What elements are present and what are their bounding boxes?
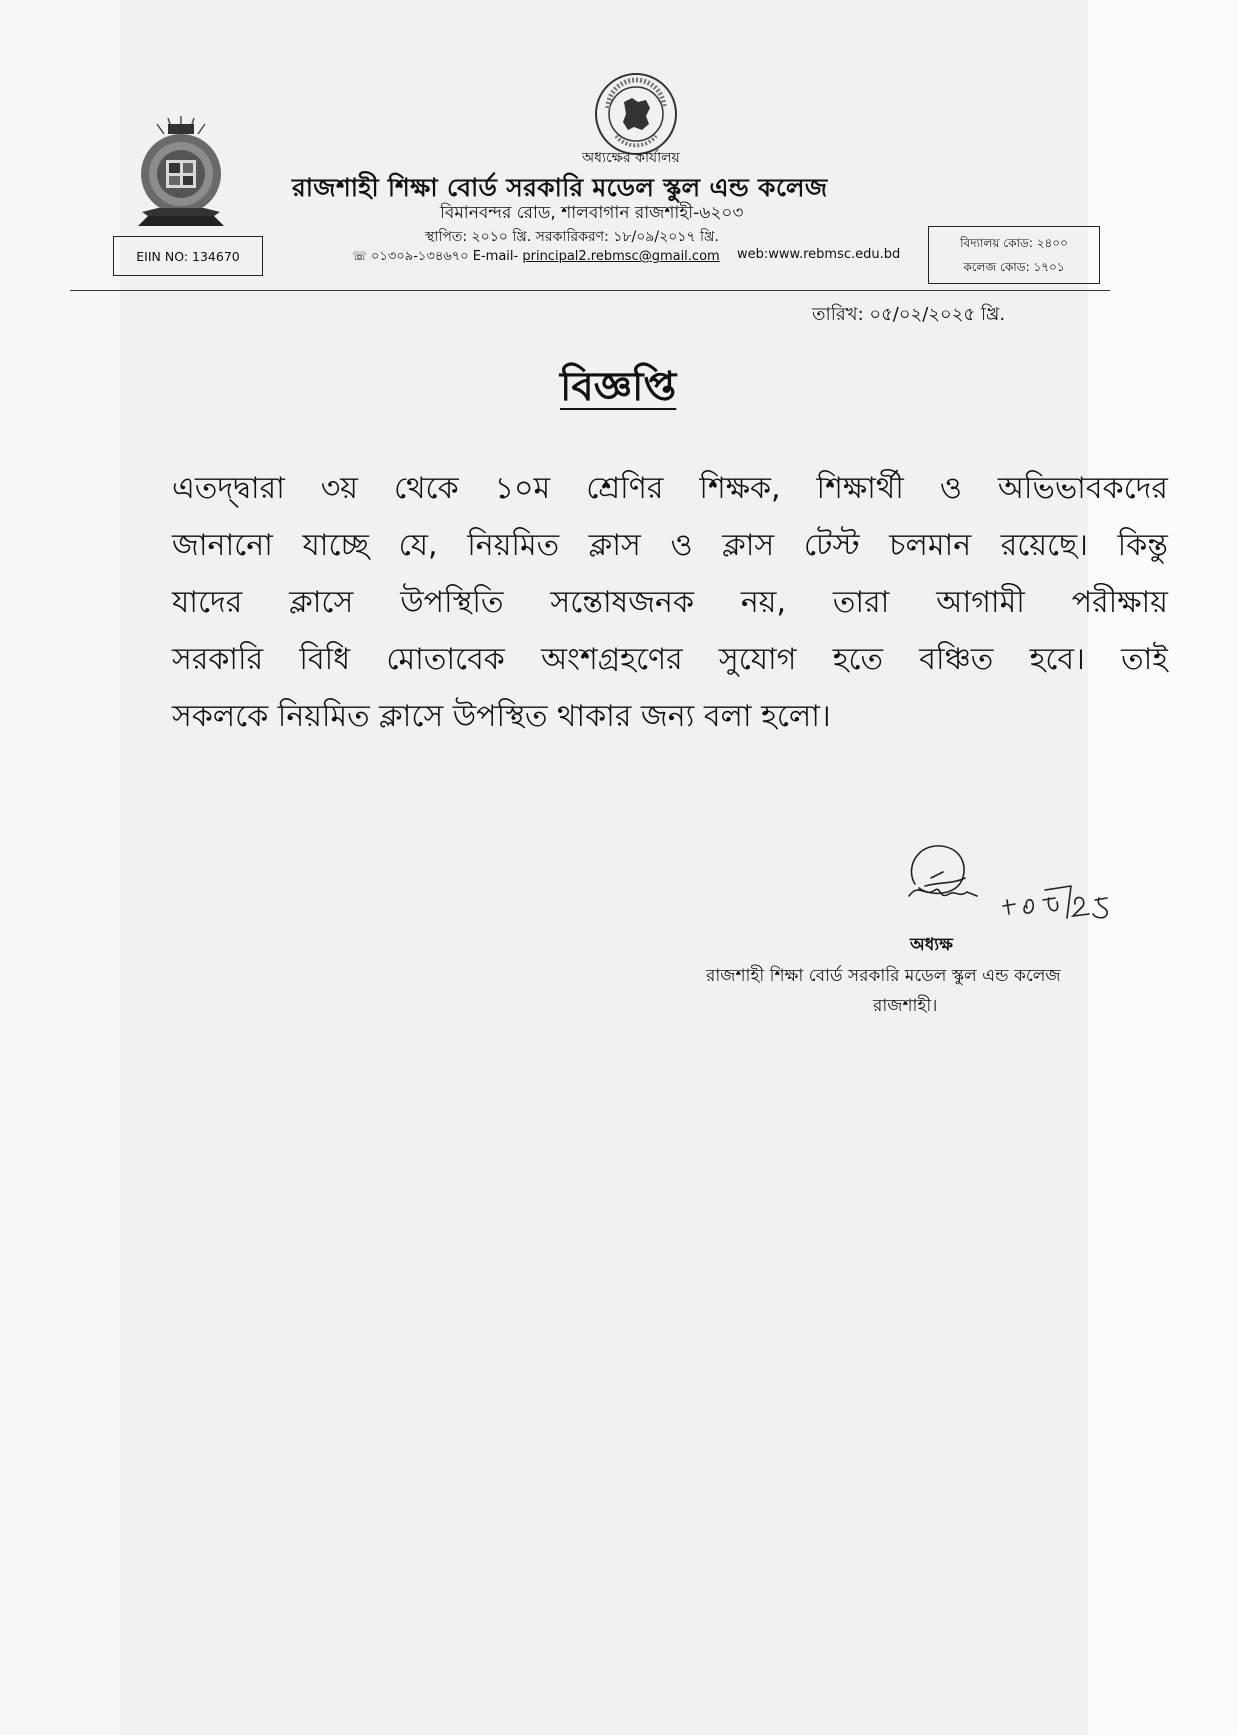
notice-word: যাদের <box>172 585 243 620</box>
eiin-box <box>113 236 263 276</box>
notice-word: চলমান <box>889 528 972 563</box>
notice-word: বিধি <box>299 642 351 677</box>
notice-word: শ্রেণির <box>586 471 664 506</box>
notice-word: মোতাবেক <box>386 642 505 677</box>
notice-word: ১০ম <box>494 471 551 506</box>
contact-line <box>352 247 901 268</box>
signatory-city: রাজশাহী। <box>873 996 938 1016</box>
notice-word: শিক্ষার্থী <box>816 471 904 506</box>
notice-word: এতদ্দ্বারা <box>172 471 285 506</box>
notice-word: যে, <box>398 528 438 563</box>
notice-word: সরকারি <box>172 642 264 677</box>
notice-body-line: সকলকে নিয়মিত ক্লাসে উপস্থিত থাকার জন্য বলা হলো। <box>172 699 831 734</box>
notice-title: বিজ্ঞপ্তি <box>560 364 677 410</box>
eiin-number: EIIN NO: 134670 <box>136 248 240 264</box>
government-seal <box>594 72 678 156</box>
notice-word: উপস্থিতি <box>400 585 504 620</box>
notice-date: তারিখ: ০৫/০২/২০২৫ খ্রি. <box>812 304 1006 325</box>
notice-word: টেস্ট <box>803 528 860 563</box>
email-link[interactable]: principal2.rebmsc@gmail.com <box>522 249 720 264</box>
notice-body-line <box>172 631 1168 688</box>
notice-body-line <box>172 517 1168 574</box>
notice-word: যাচ্ছে <box>302 528 369 563</box>
phone-number: ০১৩০৯-১৩৪৬৭০ <box>371 249 469 264</box>
school-address: বিমানবন্দর রোড, শালবাগান রাজশাহী-৬২০৩ <box>440 203 744 223</box>
notice-word: তারা <box>832 585 890 620</box>
notice-body-line <box>172 574 1168 631</box>
notice-word: অংশগ্রহণের <box>541 642 683 677</box>
notice-word: বঞ্চিত <box>919 642 994 677</box>
notice-word: থেকে <box>393 471 459 506</box>
school-name: রাজশাহী শিক্ষা বোর্ড সরকারি মডেল স্কুল এন্ড কলেজ <box>292 173 828 202</box>
notice-word: নিয়মিত <box>467 528 560 563</box>
phone-icon: ☏ <box>352 249 368 263</box>
notice-word: সুযোগ <box>718 642 797 677</box>
notice-word: ৩য় <box>320 471 358 506</box>
notice-word: ও <box>670 528 693 563</box>
notice-word: তাই <box>1121 642 1168 677</box>
notice-word: ক্লাস <box>722 528 775 563</box>
notice-word: আগামী <box>936 585 1025 620</box>
header-divider <box>70 290 1110 291</box>
notice-word: নয়, <box>740 585 786 620</box>
signatory-title: অধ্যক্ষ <box>910 935 953 955</box>
institution-codes-box <box>928 226 1100 284</box>
notice-word: শিক্ষক, <box>699 471 781 506</box>
notice-body-line <box>172 460 1168 517</box>
signatory-organization: রাজশাহী শিক্ষা বোর্ড সরকারি মডেল স্কুল এন্ড কলেজ <box>706 966 1061 986</box>
notice-word: পরীক্ষায় <box>1071 585 1168 620</box>
school-code: বিদ্যালয় কোড: ২৪০০ <box>960 236 1068 250</box>
established-dates: স্থাপিত: ২০১০ খ্রি. সরকারিকরণ: ১৮/০৯/২০১৭ খ্রি. <box>425 229 719 245</box>
notice-word: জানানো <box>172 528 273 563</box>
office-label: অধ্যক্ষের কার্যালয় <box>582 150 680 166</box>
notice-word: ক্লাস <box>588 528 641 563</box>
school-logo <box>128 112 234 236</box>
notice-word: হবে। <box>1029 642 1085 677</box>
scan-margin-left <box>0 0 120 1735</box>
notice-body <box>172 460 1168 745</box>
notice-word: কিন্তু <box>1117 528 1168 563</box>
notice-word: ও <box>939 471 962 506</box>
notice-word: হতে <box>832 642 884 677</box>
notice-word: সন্তোষজনক <box>550 585 694 620</box>
handwritten-signature <box>895 838 1117 938</box>
notice-word: ক্লাসে <box>289 585 354 620</box>
website-link[interactable]: web:www.rebmsc.edu.bd <box>737 247 901 262</box>
notice-word: রয়েছে। <box>1000 528 1088 563</box>
email-label: E-mail- <box>472 249 519 264</box>
college-code: কলেজ কোড: ১৭০১ <box>963 260 1065 274</box>
notice-word: অভিভাবকদের <box>997 471 1168 506</box>
